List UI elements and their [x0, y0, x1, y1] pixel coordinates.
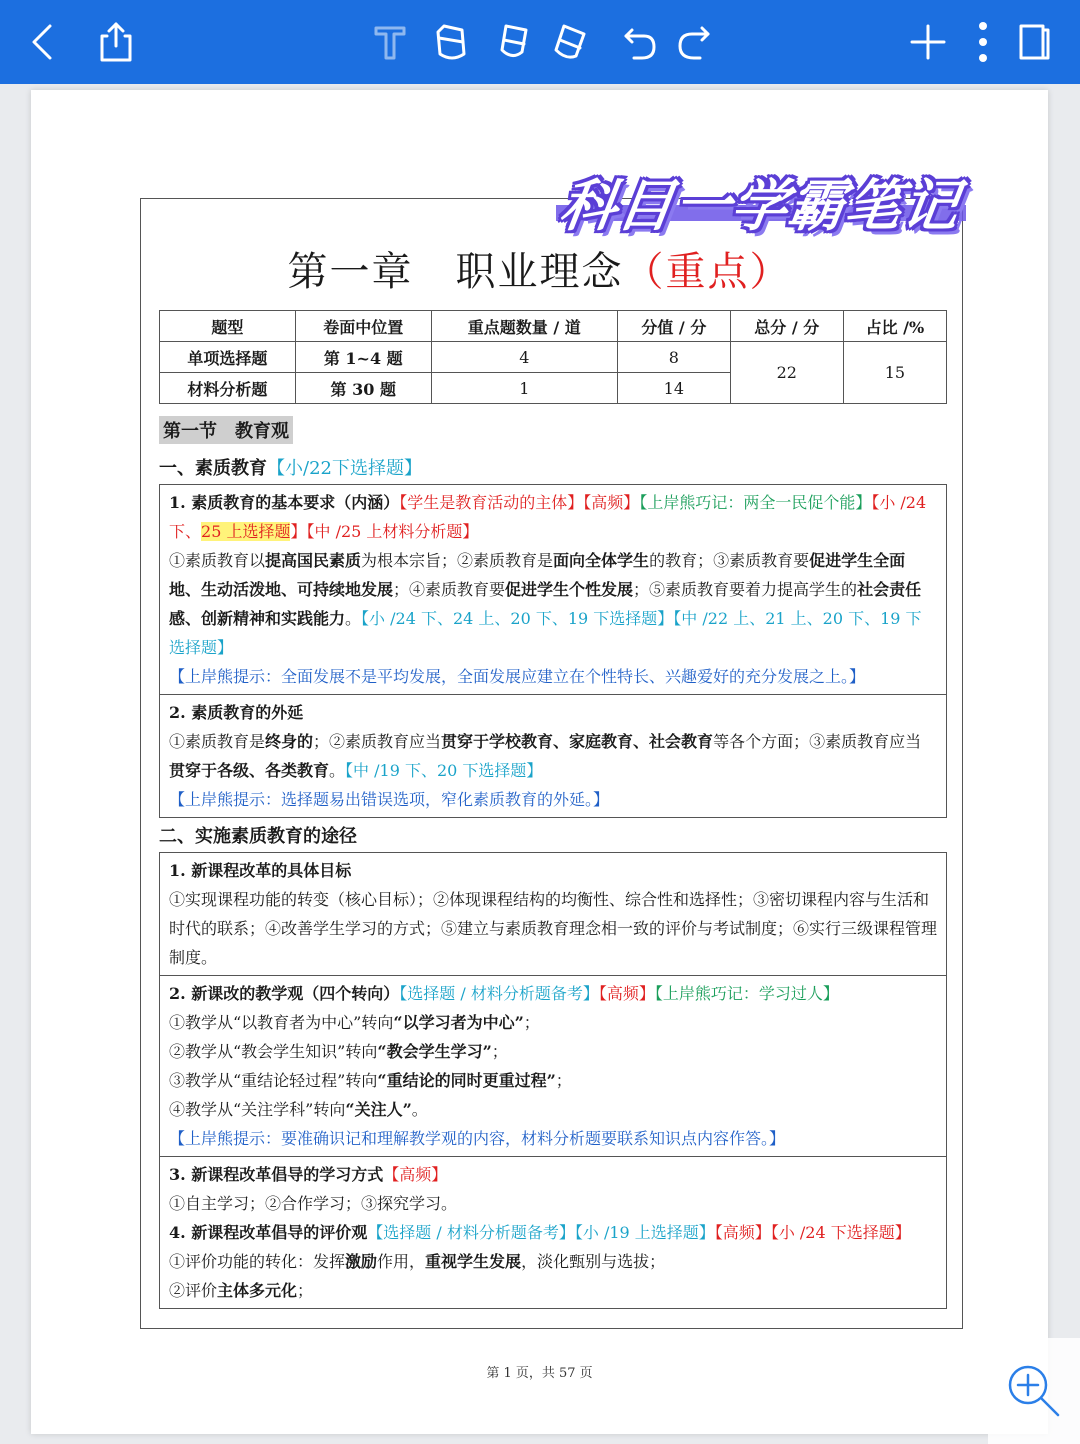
- tag: 【学生是教育活动的主体】: [399, 493, 584, 512]
- tag: 】: [290, 522, 307, 541]
- back-button[interactable]: [16, 14, 72, 70]
- block-title: 2. 新课改的教学观（四个转向）: [169, 984, 400, 1003]
- text: ④教学从“关注学科”转向: [169, 1100, 346, 1119]
- text-bold: 贯穿于各级、各类教育: [169, 761, 330, 780]
- table-row: [160, 342, 947, 373]
- block-extension: [160, 695, 946, 817]
- block-title: 3. 新课程改革倡导的学习方式: [169, 1165, 384, 1184]
- tag: 【高频】: [598, 984, 655, 1003]
- score-table: [159, 310, 947, 404]
- table-cell: 1: [431, 373, 617, 404]
- content-box-1: [159, 484, 947, 818]
- lasso-tool-button[interactable]: [486, 14, 542, 70]
- add-button[interactable]: [900, 14, 956, 70]
- zoom-in-icon: [1004, 1361, 1064, 1421]
- table-cell: 单项选择题: [160, 342, 296, 373]
- text: ③教学从“重结论轻过程”转向: [169, 1071, 378, 1090]
- eraser-tool-button[interactable]: [424, 14, 480, 70]
- text-bold: 终身的: [265, 732, 314, 751]
- tag: 【小 /24 下选择题】: [770, 1223, 911, 1242]
- block-title: 2. 素质教育的外延: [169, 703, 304, 722]
- text: ①评价功能的转化：发挥: [169, 1252, 346, 1271]
- section-heading: 第一节 教育观: [159, 416, 293, 444]
- text-bold: 主体多元化: [217, 1281, 298, 1300]
- eraser-icon: [430, 20, 474, 64]
- text: ；: [491, 1042, 508, 1061]
- block-basic-requirements: [160, 485, 946, 695]
- text-bold: 重视学生发展: [425, 1252, 522, 1271]
- tag: 【高频】: [714, 1223, 771, 1242]
- text: ①自主学习；②合作学习；③探究学习。: [169, 1194, 458, 1213]
- table-header-row: [160, 311, 947, 342]
- text-bold: 提高国民素质: [265, 551, 362, 570]
- table-cell: 第 1~4 题: [295, 342, 431, 373]
- text: 的教育；③素质教育要: [649, 551, 810, 570]
- table-cell: 8: [617, 342, 730, 373]
- plus-icon: [906, 20, 950, 64]
- page-view-button[interactable]: [1006, 14, 1062, 70]
- block-curriculum-goals: [160, 853, 946, 976]
- highlighter-tool-button[interactable]: [542, 14, 598, 70]
- exam-tag: 【选择题 / 材料分析题备考】: [399, 984, 599, 1003]
- text: ；②素质教育应当: [313, 732, 442, 751]
- text: ；: [555, 1071, 572, 1090]
- chapter-title: [31, 240, 1048, 297]
- more-vertical-icon: [961, 20, 1005, 64]
- table-header: 分值 / 分: [617, 311, 730, 342]
- table-cell: 第 30 题: [295, 373, 431, 404]
- text: ②评价: [169, 1281, 218, 1300]
- text: ②教学从“教会学生知识”转向: [169, 1042, 378, 1061]
- text: ；⑤素质教育要着力提高学生的: [633, 580, 858, 599]
- table-header: 占比 /%: [843, 311, 946, 342]
- text-bold: 激励: [345, 1252, 378, 1271]
- block-learning-and-evaluation: [160, 1157, 946, 1308]
- lasso-icon: [492, 20, 536, 64]
- text: ，淡化甄别与选拔；: [521, 1252, 666, 1271]
- page-number: 第 1 页，共 57 页: [486, 1366, 593, 1381]
- highlighter-icon: [548, 20, 592, 64]
- table-cell-ratio: 15: [843, 342, 946, 404]
- text-tool-button[interactable]: [362, 14, 418, 70]
- table-cell-total: 22: [730, 342, 843, 404]
- text-bold: 社会责任感、创新精神和实践能力: [169, 580, 922, 628]
- text: 。: [345, 609, 362, 628]
- tip-text: 【上岸熊提示：选择题易出错误选项，窄化素质教育的外延。】: [169, 790, 610, 809]
- tag: 【中 /25 上材料分析题】: [306, 522, 479, 541]
- exam-tag: 【选择题 / 材料分析题备考】: [367, 1223, 575, 1242]
- block-title: 1. 新课程改革的具体目标: [169, 861, 352, 880]
- subsection-title: 一、素质教育: [159, 458, 267, 479]
- text-tool-icon: [368, 20, 412, 64]
- text: ①教学从“以教育者为中心”转向: [169, 1013, 394, 1032]
- text: ；: [523, 1013, 540, 1032]
- text-bold: “重结论的同时更重过程”: [377, 1071, 556, 1090]
- text-bold: “以学习者为中心”: [393, 1013, 524, 1032]
- table-cell: 材料分析题: [160, 373, 296, 404]
- exam-tag: 【小 /24 下、24 上、20 下、19 下选择题】【中 /22 上、21 上、20 下、19 下选择题】: [169, 609, 922, 657]
- page-view-icon: [1012, 20, 1056, 64]
- subsection-heading-1: [159, 454, 422, 480]
- text: ①素质教育是: [169, 732, 266, 751]
- text-bold: 促进学生全面地、生动活泼地、可持续地发展: [169, 551, 906, 599]
- exam-tag: 【小/22下选择题】: [267, 458, 422, 479]
- tag: 【高频】: [383, 1165, 448, 1184]
- share-icon: [94, 20, 138, 64]
- tip-text: 【上岸熊提示：要准确识记和理解教学观的内容，材料分析题要联系知识点内容作答。】: [169, 1129, 786, 1148]
- undo-button[interactable]: [612, 14, 668, 70]
- undo-icon: [618, 20, 662, 64]
- exam-tag: 【中 /19 下、20 下选择题】: [345, 761, 543, 780]
- tag: 【上岸熊巧记：两全一民促个能】: [639, 493, 872, 512]
- table-header: 题型: [160, 311, 296, 342]
- chevron-left-icon: [22, 20, 66, 64]
- text-bold: 促进学生个性发展: [505, 580, 634, 599]
- table-cell: 14: [617, 373, 730, 404]
- text: ；④素质教育要: [393, 580, 506, 599]
- text: ；: [297, 1281, 314, 1300]
- subsection-heading-2: 二、实施素质教育的途径: [159, 826, 357, 847]
- tag-highlight: 25 上选择题: [201, 522, 291, 541]
- chapter-title-main: 第一章 职业理念: [287, 249, 624, 295]
- watermark-title: 科目一学霸笔记: [555, 174, 964, 239]
- tip-text: 【上岸熊提示：全面发展不是平均发展，全面发展应建立在个性特长、兴趣爱好的充分发展之上。】: [169, 667, 866, 686]
- text: 。: [411, 1100, 428, 1119]
- table-header: 卷面中位置: [295, 311, 431, 342]
- top-toolbar: [0, 0, 1080, 84]
- block-title: 4. 新课程改革倡导的评价观: [169, 1223, 368, 1242]
- chapter-title-tag: （重点）: [623, 249, 792, 295]
- text-bold: “关注人”: [345, 1100, 412, 1119]
- table-header: 总分 / 分: [730, 311, 843, 342]
- exam-tag: 【小 /19 上选择题】: [574, 1223, 715, 1242]
- text: 作用，: [377, 1252, 426, 1271]
- share-button[interactable]: [88, 14, 144, 70]
- redo-icon: [672, 20, 716, 64]
- text: ①实现课程功能的转变（核心目标）；②体现课程结构的均衡性、综合性和选择性；③密切课程内容与生活和时代的联系；④改善学生学习的方式；⑤建立与素质教育理念相一致的评价与考试制度；⑥实行三级课程管理制度。: [169, 890, 938, 967]
- block-title: 1. 素质教育的基本要求（内涵）: [169, 493, 400, 512]
- text-bold: “教会学生学习”: [377, 1042, 492, 1061]
- text: ①素质教育以: [169, 551, 266, 570]
- more-button[interactable]: [955, 14, 1011, 70]
- content-box-2: [159, 852, 947, 1309]
- redo-button[interactable]: [666, 14, 722, 70]
- block-teaching-view: [160, 976, 946, 1157]
- tag: 【小 /24 下、: [169, 493, 927, 541]
- text-bold: 贯穿于学校教育、家庭教育、社会教育: [441, 732, 714, 751]
- table-cell: 4: [431, 342, 617, 373]
- text: 。: [329, 761, 346, 780]
- text: 为根本宗旨；②素质教育是: [361, 551, 554, 570]
- table-header: 重点题数量 / 道: [431, 311, 617, 342]
- text-bold: 面向全体学生: [553, 551, 650, 570]
- tag: 【上岸熊巧记：学习过人】: [654, 984, 839, 1003]
- tag: 【高频】: [583, 493, 640, 512]
- text: 等各个方面；③素质教育应当: [713, 732, 922, 751]
- zoom-in-button[interactable]: [988, 1338, 1080, 1444]
- document-page: [31, 90, 1048, 1434]
